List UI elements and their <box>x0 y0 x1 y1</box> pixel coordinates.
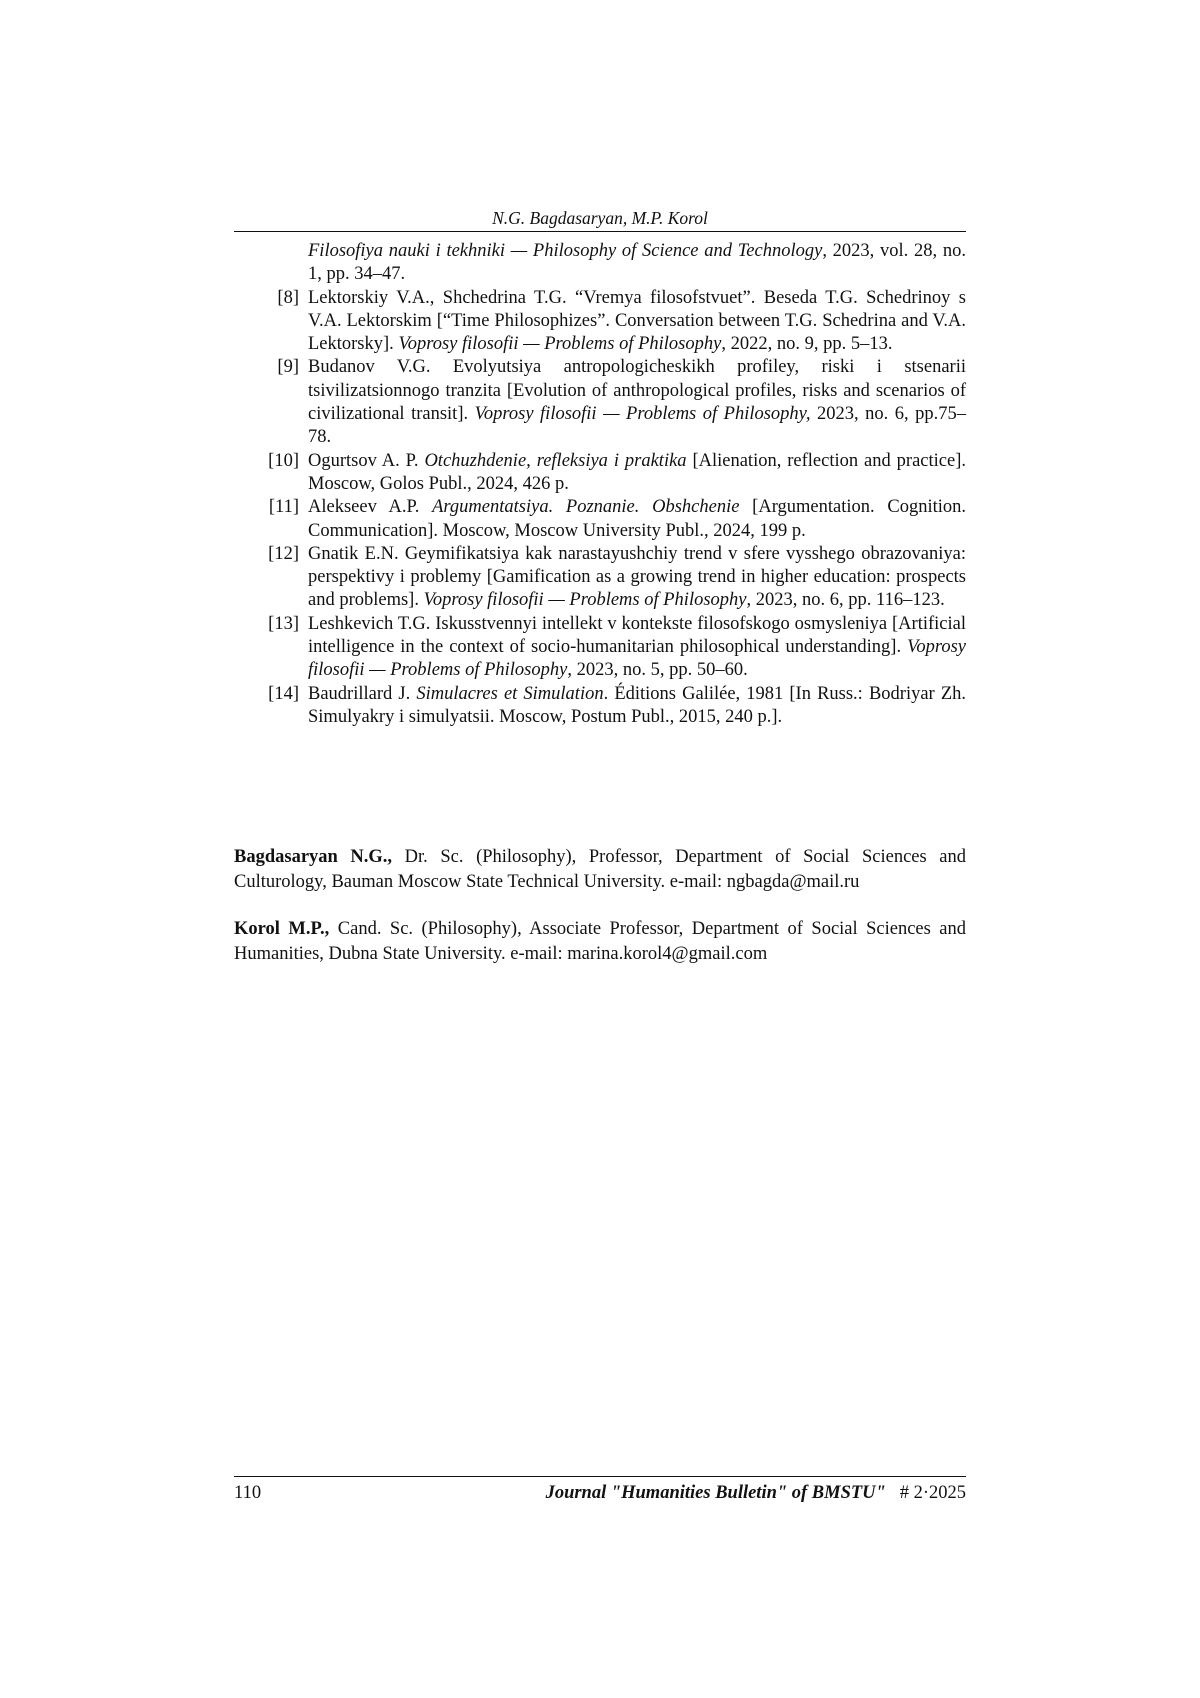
reference-text-segment: Gnatik E.N. Geymifikatsiya kak narastayushchiy trend v sfere vysshego obrazovaniya: perspektivy i problemy [Gamification as a growing trend in higher education: prospects and problems]. <box>308 543 966 611</box>
reference-text-segment: Lektorskiy V.A., Shchedrina T.G. “Vremya filosofstvuet”. Beseda T.G. Schedrinoy s V.A. Lektorskim [“Time Philosophizes”. Conversation between T.G. Schedrina and V.A. Lektorsky]. <box>308 287 966 355</box>
reference-number: [11] <box>268 497 299 518</box>
reference-text-segment: 2023, no. 6, pp.75–78. <box>308 404 967 448</box>
reference-source-title: Voprosy filosofii — Problems of Philosophy <box>423 590 747 611</box>
reference-item <box>234 356 966 449</box>
reference-text-segment: Baudrillard J. <box>308 683 417 704</box>
reference-number: [9] <box>277 357 299 378</box>
reference-text-segment: [Alienation, reflection and practice]. Moscow, Golos Publ., 2024, 426 p. <box>308 450 966 494</box>
reference-source-title: Argumentatsiya. Poznanie. Obshchenie <box>432 497 740 518</box>
reference-item <box>234 613 966 683</box>
reference-text <box>308 613 966 683</box>
journal-name: Journal "Humanities Bulletin" of BMSTU" <box>545 1483 886 1503</box>
author-paragraph <box>234 917 966 967</box>
reference-text <box>308 543 966 613</box>
reference-source-title: Voprosy filosofii — Problems of Philosophy <box>398 334 722 355</box>
reference-text-segment: , 2023, vol. 28, no. 1, pp. 34–47. <box>308 241 966 285</box>
reference-text-segment: [Argumentation. Cognition. Communication]. Moscow, Moscow University Publ., 2024, 199 p. <box>308 497 966 541</box>
reference-number: [12] <box>268 543 299 564</box>
reference-number: [14] <box>268 683 299 704</box>
author-name: Bagdasaryan N.G., <box>234 847 393 867</box>
reference-text <box>308 496 966 543</box>
reference-item <box>234 496 966 543</box>
author-paragraph <box>234 845 966 895</box>
reference-item <box>234 287 966 357</box>
author-details: Dr. Sc. (Philosophy), Professor, Department of Social Sciences and Culturology, Bauman Moscow State Technical University. e-mail: ngbagda@mail.ru <box>234 847 967 892</box>
reference-item <box>234 683 966 730</box>
reference-source-title: Simulacres et Simulation <box>416 683 604 704</box>
reference-text <box>308 683 966 730</box>
journal-title <box>546 1481 966 1505</box>
reference-item <box>234 240 966 287</box>
reference-text-segment: Leshkevich T.G. Iskusstvennyi intellekt v kontekste filosofskogo osmysleniya [Artificial intelligence in the context of socio-humanitarian philosophical understanding]. <box>308 613 966 658</box>
author-name: Korol M.P., <box>234 919 330 939</box>
author-details: Cand. Sc. (Philosophy), Associate Professor, Department of Social Sciences and Humanities, Dubna State University. e-mail: marina.korol4@gmail.com <box>234 919 966 964</box>
reference-item <box>234 543 966 613</box>
reference-source-title: Voprosy filosofii — Problems of Philosophy, <box>474 404 811 425</box>
reference-text <box>308 356 966 449</box>
reference-text-segment: , 2022, no. 9, pp. 5–13. <box>721 334 893 355</box>
reference-source-title: Filosofiya nauki i tekhniki — Philosophy of Science and Technology <box>308 241 823 261</box>
reference-item <box>234 450 966 497</box>
reference-text-segment: , 2023, no. 5, pp. 50–60. <box>567 660 748 681</box>
reference-text-segment: Budanov V.G. Evolyutsiya antropologicheskikh profiley, riski i stsenarii tsivilizatsionnogo tranzita [Evolution of anthropological profiles, risks and scenarios of civilizational transit]. <box>308 357 966 425</box>
reference-text <box>308 450 966 497</box>
reference-number: [10] <box>268 450 299 471</box>
reference-text-segment: Alekseev A.P. <box>308 497 433 518</box>
header-rule <box>234 231 966 232</box>
page-number: 110 <box>234 1483 262 1503</box>
reference-text-segment: , 2023, no. 6, pp. 116–123. <box>746 590 945 611</box>
reference-text-segment: . Éditions Galilée, 1981 [In Russ.: Bodriyar Zh. Simulyakry i simulyatsii. Moscow, Postum Publ., 2015, 240 p.]. <box>308 683 966 727</box>
reference-number: [8] <box>277 287 299 308</box>
reference-text-segment: Ogurtsov A. P. <box>308 450 425 471</box>
running-header: N.G. Bagdasaryan, M.P. Korol <box>492 208 708 228</box>
author-info <box>234 845 966 989</box>
reference-source-title: Otchuzhdenie, refleksiya i praktika <box>424 450 687 471</box>
reference-list <box>234 240 966 729</box>
reference-text <box>308 287 966 357</box>
reference-text <box>308 240 966 287</box>
reference-number: [13] <box>268 613 299 634</box>
reference-source-title: Voprosy filosofii — Problems of Philosophy <box>308 637 966 681</box>
footer-rule <box>234 1476 966 1477</box>
issue-number: # 2·2025 <box>899 1483 966 1503</box>
